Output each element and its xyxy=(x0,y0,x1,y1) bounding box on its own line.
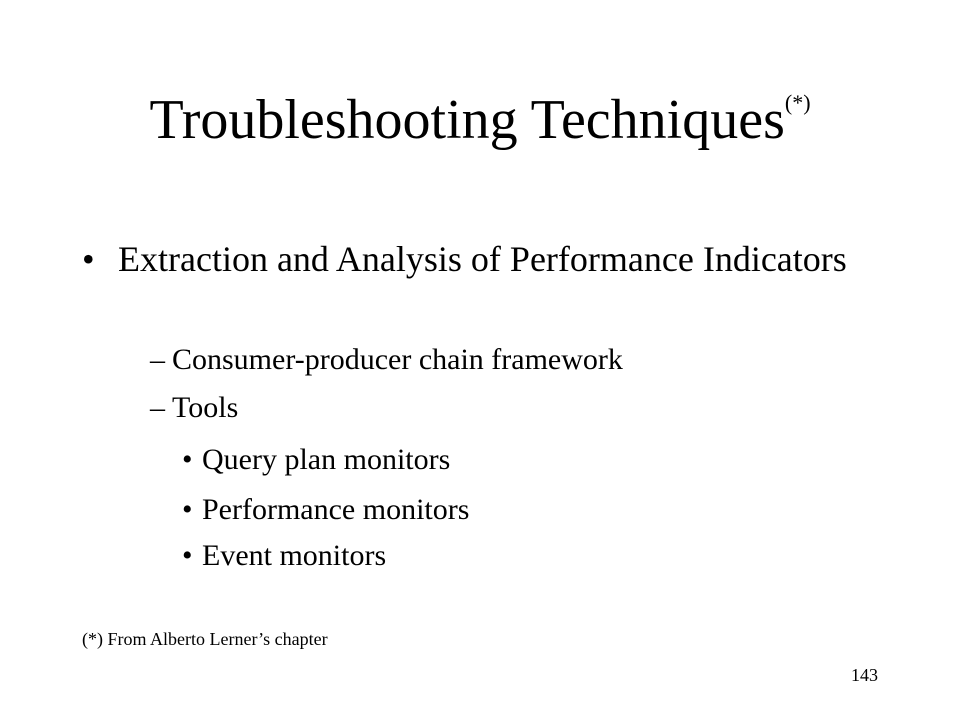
bullet-icon: • xyxy=(182,443,193,476)
dash-icon: – xyxy=(150,343,165,376)
slide-title-text: Troubleshooting Techniques xyxy=(149,89,785,151)
sub-item-tools xyxy=(150,390,238,426)
page-number: 143 xyxy=(851,665,878,685)
bullet-icon: • xyxy=(182,493,193,526)
tool-item-performance xyxy=(182,492,469,528)
tool-item-text: Query plan monitors xyxy=(202,443,451,476)
tool-item-event xyxy=(182,538,386,574)
slide-title xyxy=(0,88,960,152)
bullet-icon: • xyxy=(82,239,95,279)
footnote: (*) From Alberto Lerner’s chapter xyxy=(82,629,328,649)
main-bullet xyxy=(82,238,882,280)
sub-item-consumer-producer xyxy=(150,342,623,378)
sub-item-text: Tools xyxy=(172,391,239,424)
dash-icon: – xyxy=(150,391,165,424)
main-bullet-text: Extraction and Analysis of Performance Indicators xyxy=(118,239,847,279)
tool-item-text: Performance monitors xyxy=(202,493,470,526)
bullet-icon: • xyxy=(182,539,193,572)
tool-item-query-plan xyxy=(182,442,450,478)
title-footnote-marker: (*) xyxy=(784,90,811,115)
tool-item-text: Event monitors xyxy=(202,539,387,572)
sub-item-text: Consumer-producer chain framework xyxy=(172,343,623,376)
